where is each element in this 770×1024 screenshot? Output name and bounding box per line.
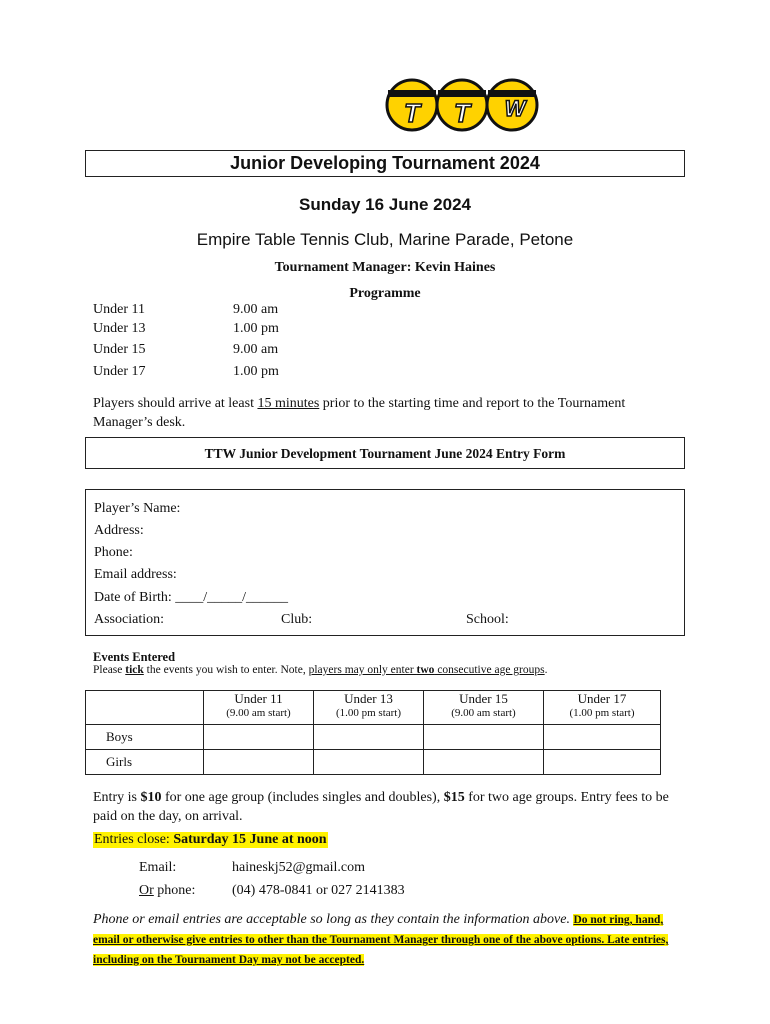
column-under-11: Under 11 (9.00 am start) [204,691,314,725]
row-label-girls: Girls [86,750,204,775]
programme-age: Under 17 [93,364,146,379]
tick-cell[interactable] [424,725,544,750]
programme-age: Under 13 [93,321,146,336]
events-table [85,690,661,775]
programme-age: Under 11 [93,302,145,317]
events-note: Please tick the events you wish to enter. Note, players may only enter two consecutive age groups. [93,664,548,676]
programme-time: 1.00 pm [233,321,279,336]
svg-text:T: T [404,98,420,128]
contact-email: haineskj52@gmail.com [232,860,366,875]
svg-text:T: T [454,98,470,128]
event-venue: Empire Table Tennis Club, Marine Parade, Petone [196,230,574,249]
programme-row [93,342,278,358]
column-under-13: Under 13 (1.00 pm start) [314,691,424,725]
events-heading: Events Entered [93,650,176,664]
final-note: Phone or email entries are acceptable so long as they contain the information above. Do not ring, hand, email or otherwise give entries to other than the Tournament Manager through one of the above options. Late entries, including on the Tournament Day may not be accepted. [93,912,669,966]
tick-cell[interactable] [544,750,661,775]
programme-heading: Programme [349,286,421,301]
svg-text:W: W [504,96,526,121]
column-under-17: Under 17 (1.00 pm start) [544,691,661,725]
page-title: Junior Developing Tournament 2024 [85,150,685,177]
club-field[interactable]: Club: [281,612,313,627]
player-name-field[interactable]: Player’s Name: [94,501,181,516]
logo-ball-2 [437,80,487,130]
row-label-boys: Boys [86,725,204,750]
programme-age: Under 15 [93,342,146,357]
school-field[interactable]: School: [466,612,509,627]
phone-label: Or phone: [139,883,196,898]
address-field[interactable]: Address: [94,523,144,538]
programme-time: 9.00 am [233,342,279,357]
logo-ball-1 [387,80,437,130]
tournament-manager: Tournament Manager: Kevin Haines [274,260,496,275]
entries-close: Entries close: Saturday 15 June at noon [94,832,327,847]
tick-cell[interactable] [204,725,314,750]
programme-row [93,302,278,318]
phone-field[interactable]: Phone: [94,545,133,560]
entry-form-title: TTW Junior Development Tournament June 2024 Entry Form [85,437,685,469]
tick-cell[interactable] [544,725,661,750]
events-corner-cell [86,691,204,725]
column-under-15: Under 15 (9.00 am start) [424,691,544,725]
player-details-box [85,489,685,636]
email-field[interactable]: Email address: [94,567,177,582]
tick-cell[interactable] [314,750,424,775]
logo-ball-3 [487,80,537,130]
event-date: Sunday 16 June 2024 [299,195,471,214]
ttw-logo [385,78,540,132]
programme-time: 9.00 am [233,302,279,317]
entry-fee-note: Entry is $10 for one age group (includes singles and doubles), $15 for two age groups. Entry fees to be paid on the day, on arrival. [93,790,669,824]
association-field[interactable]: Association: [94,612,164,627]
programme-row [93,364,279,380]
arrival-note: Players should arrive at least 15 minutes prior to the starting time and report to the Tournament Manager’s desk. [93,396,626,430]
tick-cell[interactable] [424,750,544,775]
tick-cell[interactable] [314,725,424,750]
email-label: Email: [139,860,177,875]
programme-time: 1.00 pm [233,364,279,379]
tick-cell[interactable] [204,750,314,775]
date-of-birth-field[interactable]: Date of Birth: ____/_____/______ [94,590,289,605]
programme-row [93,321,279,337]
contact-phone: (04) 478-0841 or 027 2141383 [232,883,405,898]
